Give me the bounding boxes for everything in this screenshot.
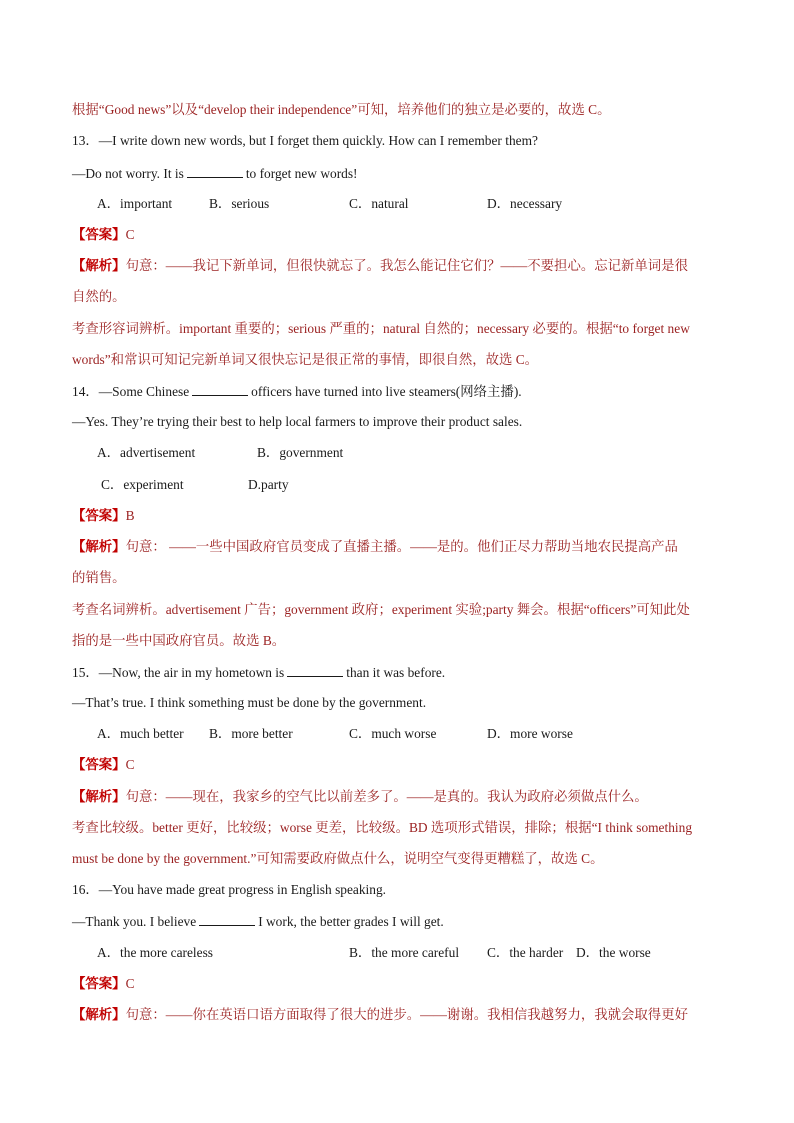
- stem-text: officers have turned into live steamers(网络主播).: [251, 384, 522, 399]
- stem-text: than it was before.: [346, 665, 446, 680]
- option-d: D．necessary: [487, 196, 563, 211]
- option-a: A．the more careless: [97, 945, 214, 960]
- option-a: A．important: [97, 196, 173, 211]
- explanation-text: 句意：——现在，我家乡的空气比以前差多了。——是真的。我认为政府必须做点什么。: [125, 789, 648, 804]
- explanation-14: [72, 538, 678, 556]
- option-d: D.party: [248, 477, 289, 492]
- explanation-text: 句意：——我记下新单词，但很快就忘了。我怎么能记住它们？——不要担心。忘记新单词是很: [125, 258, 688, 273]
- explanation-line: 指的是一些中国政府官员。故选 B。: [72, 633, 286, 648]
- reply-text: —Thank you. I believe: [72, 914, 197, 929]
- question-16-reply: [72, 912, 444, 931]
- question-13-stem: 13．—I write down new words, but I forget them quickly. How can I remember them?: [72, 133, 538, 148]
- answer-label: 【答案】: [72, 757, 126, 772]
- option-b: B．serious: [209, 196, 270, 211]
- answer-13: [72, 226, 135, 244]
- explanation-line: 自然的。: [72, 289, 126, 304]
- explanation-text: 句意：——你在英语口语方面取得了很大的进步。——谢谢。我相信我越努力，我就会取得更好: [125, 1007, 688, 1022]
- answer-label: 【答案】: [72, 227, 126, 242]
- explanation-line: 的销售。: [72, 570, 126, 585]
- option-c: C．much worse: [349, 726, 437, 741]
- answer-blank: [287, 663, 343, 677]
- question-13-reply: [72, 164, 358, 183]
- reply-text: I work, the better grades I will get.: [258, 914, 444, 929]
- question-14-stem: [72, 382, 522, 401]
- explanation-line: must be done by the government.”可知需要政府做点什么，说明空气变得更糟糕了，故选 C。: [72, 851, 604, 866]
- explanation-13: [72, 257, 688, 275]
- reply-text: —Do not worry. It is: [72, 166, 184, 181]
- answer-label: 【答案】: [72, 976, 126, 991]
- answer-value: C: [125, 976, 135, 991]
- explanation-line: words”和常识可知记完新单词又很快忘记是很正常的事情，即很自然，故选 C。: [72, 352, 539, 367]
- answer-blank: [192, 382, 248, 396]
- explanation-line: 考查形容词辨析。important 重要的；serious 严重的；natural 自然的；necessary 必要的。根据“to forget new: [72, 321, 690, 336]
- question-16-stem: 16．—You have made great progress in English speaking.: [72, 882, 387, 897]
- explanation-line: 考查名词辨析。advertisement 广告；government 政府；experiment 实验;party 舞会。根据“officers”可知此处: [72, 602, 690, 617]
- option-b: B．more better: [209, 726, 293, 741]
- option-a: A．advertisement: [97, 445, 196, 460]
- explanation-line: 根据“Good news”以及“develop their independence”可知，培养他们的独立是必要的，故选 C。: [72, 102, 611, 117]
- option-b: B．government: [257, 445, 344, 460]
- reply-text: to forget new words!: [245, 166, 358, 181]
- answer-value: C: [125, 757, 135, 772]
- option-d: D．the worse: [576, 945, 651, 960]
- explanation-label: 【解析】: [72, 258, 126, 273]
- answer-15: [72, 756, 135, 774]
- explanation-label: 【解析】: [72, 1007, 126, 1022]
- stem-text: 14．—Some Chinese: [72, 384, 190, 399]
- option-c: C．experiment: [101, 477, 184, 492]
- question-15-stem: [72, 663, 445, 682]
- explanation-label: 【解析】: [72, 539, 126, 554]
- explanation-label: 【解析】: [72, 789, 126, 804]
- option-a: A．much better: [97, 726, 184, 741]
- stem-text: 15．—Now, the air in my hometown is: [72, 665, 285, 680]
- option-c: C．natural: [349, 196, 409, 211]
- explanation-line: 考查比较级。better 更好，比较级；worse 更差，比较级。BD 选项形式错误，排除；根据“I think something: [72, 820, 693, 835]
- explanation-16: [72, 1006, 688, 1024]
- explanation-text: 句意： ——一些中国政府官员变成了直播主播。——是的。他们正尽力帮助当地农民提高产品: [125, 539, 678, 554]
- answer-blank: [187, 164, 243, 178]
- option-b: B．the more careful: [349, 945, 460, 960]
- option-d: D．more worse: [487, 726, 573, 741]
- question-15-reply: —That’s true. I think something must be done by the government.: [72, 695, 427, 710]
- explanation-15: [72, 788, 648, 806]
- answer-value: B: [125, 508, 135, 523]
- answer-blank: [199, 912, 255, 926]
- answer-14: [72, 507, 135, 525]
- answer-label: 【答案】: [72, 508, 126, 523]
- answer-value: C: [125, 227, 135, 242]
- option-c: C．the harder: [487, 945, 564, 960]
- answer-16: [72, 975, 135, 993]
- question-14-reply: —Yes. They’re trying their best to help local farmers to improve their product sales.: [72, 414, 523, 429]
